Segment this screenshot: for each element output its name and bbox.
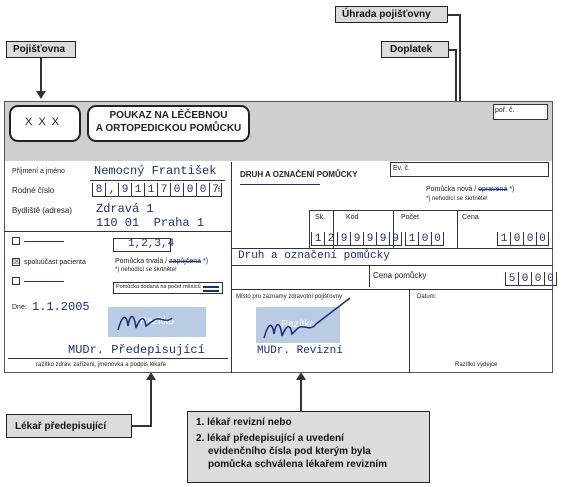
device-name-line bbox=[232, 265, 553, 266]
address-line1: Zdravá 1 bbox=[96, 202, 154, 216]
dne-value: 1.1.2005 bbox=[32, 300, 90, 314]
datum-label: Datum: bbox=[417, 294, 437, 300]
stamp-revizni: Razítko bbox=[256, 307, 340, 343]
pomucka-trvala-struck: zapůjčená bbox=[169, 258, 202, 265]
right-section-line bbox=[232, 289, 553, 290]
dg-value: 1,2,3,4 bbox=[128, 238, 175, 250]
stamp-prescribing: Razítko bbox=[108, 307, 206, 337]
pomucka-new-label bbox=[426, 186, 514, 193]
cena-pomucky-label: Cena pomůcky bbox=[373, 271, 427, 280]
arrow-pojistovna bbox=[36, 91, 46, 99]
connector-revizni bbox=[300, 378, 302, 412]
doplatek-digit: 5 bbox=[505, 272, 518, 286]
surname-underline bbox=[90, 180, 225, 181]
doplatek-digits bbox=[505, 272, 557, 286]
count-digits bbox=[405, 232, 444, 246]
doctor-prescribing-caption: razítko zdrav. zařízení, jmenovka a podpis lékaře bbox=[36, 362, 166, 368]
code-digit: 2 bbox=[324, 232, 337, 246]
table-bottom-line bbox=[232, 248, 553, 249]
code-digit: 9 bbox=[337, 232, 350, 246]
code-digit: 9 bbox=[376, 232, 389, 246]
doplatek-digit: 0 bbox=[544, 272, 557, 286]
count-digit: 0 bbox=[431, 232, 444, 246]
form-title-line1: POUKAZ NA LÉČEBNOU bbox=[109, 110, 228, 121]
callout-revizni-line4: pomůcka schválena lékařem revizním bbox=[208, 459, 387, 470]
pomucka-new-suffix: *) bbox=[509, 186, 515, 193]
struck-text-3 bbox=[24, 281, 64, 282]
price-digit: 1 bbox=[497, 232, 510, 246]
count-digit: 0 bbox=[418, 232, 431, 246]
cena-pomucky-vert bbox=[369, 265, 370, 287]
table-vert-4 bbox=[457, 210, 458, 248]
misto-vert bbox=[409, 289, 410, 373]
birth-digit: 7 bbox=[157, 183, 170, 197]
price-digit: 0 bbox=[536, 232, 549, 246]
code-digits bbox=[311, 232, 402, 246]
code-digit: 9 bbox=[350, 232, 363, 246]
pomucka-repaired-struck: opravená bbox=[478, 186, 508, 193]
birth-digit: 0 bbox=[196, 183, 209, 197]
code-digit: 9 bbox=[363, 232, 376, 246]
signature-revizni bbox=[258, 294, 358, 344]
callout-lekar-revizni bbox=[187, 411, 430, 483]
pomucka-new-text: Pomůcka nová / bbox=[426, 186, 477, 193]
pomucka-trvala-label bbox=[115, 258, 208, 265]
checkbox-1[interactable] bbox=[12, 237, 20, 245]
doctor-revizni: MUDr. Revizní bbox=[257, 345, 343, 357]
struck-text-1 bbox=[24, 241, 64, 242]
ev-box bbox=[390, 162, 549, 177]
callout-revizni-line3: evidenčního čísla pod kterým byla bbox=[208, 446, 371, 457]
col-kod: Kód bbox=[346, 214, 359, 221]
col-pocet: Počet bbox=[401, 214, 419, 221]
birth-digit: 8 bbox=[92, 183, 105, 197]
doplatek-digit: 0 bbox=[531, 272, 544, 286]
dne-label: Dne: bbox=[12, 304, 27, 311]
ev-label: Ev. č. bbox=[393, 165, 410, 172]
connector-lekar bbox=[150, 378, 152, 426]
device-header-struck bbox=[240, 184, 320, 185]
nehodici-note-right: *) nehodící se škrtněte! bbox=[426, 196, 488, 202]
surname-label: Příjmení a jméno bbox=[12, 168, 65, 175]
insurer-code: XXX bbox=[24, 116, 65, 128]
birth-digit: 1 bbox=[144, 183, 157, 197]
callout-uhrada-pojistovny: Úhrada pojišťovny bbox=[335, 6, 448, 23]
address-label: Bydliště (adresa) bbox=[12, 206, 73, 215]
birth-suffix: f. bbox=[218, 187, 222, 194]
signature-prescribing bbox=[110, 306, 200, 336]
dodana-mark bbox=[203, 286, 219, 288]
birth-digit: 9 bbox=[118, 183, 131, 197]
birth-digit: , bbox=[105, 183, 118, 197]
price-digit: 0 bbox=[523, 232, 536, 246]
count-digit: 1 bbox=[405, 232, 418, 246]
callout-revizni-line2: 2. lékař předepisující a uvedení bbox=[196, 433, 344, 444]
device-header: DRUH A OZNAČENÍ POMŮCKY bbox=[240, 170, 358, 179]
arrow-lekar bbox=[146, 372, 156, 380]
price-digits bbox=[497, 232, 549, 246]
doctor-prescribing-underline bbox=[8, 358, 228, 359]
col-sk: Sk. bbox=[315, 214, 326, 221]
address-underline bbox=[4, 231, 231, 232]
spolucast-label: spoluúčast pacienta bbox=[24, 259, 86, 266]
col-cena: Cena bbox=[462, 214, 479, 221]
address-line2: 110 01 Praha 1 bbox=[96, 216, 205, 230]
doctor-prescribing: MUDr. Předepisující bbox=[68, 343, 205, 357]
dodana-label: Pomůcka dodaná na počet měsíců bbox=[116, 284, 201, 290]
birth-digit: 0 bbox=[183, 183, 196, 197]
misto-label: Místo pro záznamy zdravotní pojišťovny bbox=[236, 294, 342, 300]
birth-digit: 0 bbox=[170, 183, 183, 197]
connector-pojistovna bbox=[40, 58, 42, 92]
callout-doplatek: Doplatek bbox=[381, 41, 449, 58]
divider-vertical bbox=[231, 162, 232, 373]
connector-lekar-h bbox=[132, 425, 152, 427]
birth-number-digits bbox=[92, 183, 222, 197]
doplatek-digit: 0 bbox=[518, 272, 531, 286]
callout-lekar-predepisujici: Lékař předepisující bbox=[6, 414, 132, 438]
pomucka-trvala-suffix: *) bbox=[202, 258, 209, 265]
checkbox-3[interactable] bbox=[12, 277, 20, 285]
code-digit: 9 bbox=[389, 232, 402, 246]
birth-label: Rodné číslo bbox=[12, 186, 55, 195]
birth-digit: 7 bbox=[209, 183, 222, 197]
nehodici-note-left: *) nehodící se škrtněte! bbox=[115, 267, 177, 273]
birth-digit: 1 bbox=[131, 183, 144, 197]
surname-value: Nemocný František bbox=[94, 164, 217, 178]
por-label: poř. č. bbox=[495, 107, 515, 114]
checkbox-spolucast-mark: ☒ bbox=[13, 257, 21, 266]
price-digit: 0 bbox=[510, 232, 523, 246]
form-title-line2: A ORTOPEDICKOU POMŮCKU bbox=[95, 123, 242, 134]
razitko-vydejce: Razítko výdejce bbox=[455, 362, 498, 368]
callout-pojistovna: Pojišťovna bbox=[6, 41, 76, 58]
arrow-revizni bbox=[296, 372, 306, 380]
dodana-mark-2 bbox=[203, 290, 219, 292]
device-name: Druh a označení pomůcky bbox=[238, 250, 390, 262]
table-vert-1 bbox=[309, 210, 310, 248]
table-top-line bbox=[309, 210, 553, 211]
callout-revizni-line1: 1. lékař revizní nebo bbox=[196, 417, 292, 428]
pomucka-trvala-text: Pomůcka trvalá / bbox=[115, 258, 168, 265]
code-digit: 1 bbox=[311, 232, 324, 246]
